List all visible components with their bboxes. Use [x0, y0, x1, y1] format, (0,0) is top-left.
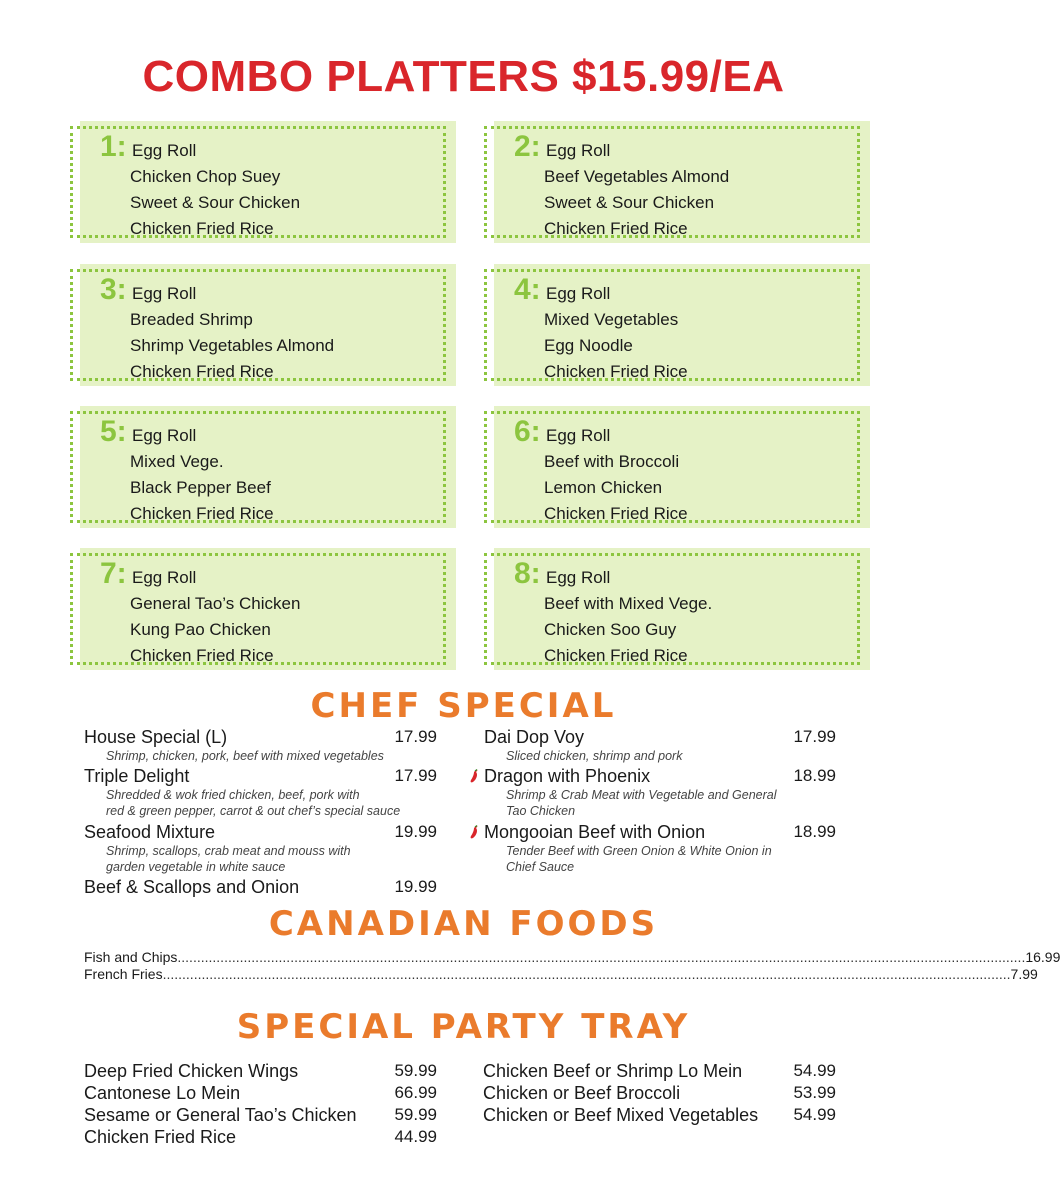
- item-name: Mongooian Beef with Onion: [484, 822, 706, 842]
- combo-number: 1:: [100, 130, 127, 163]
- item-price: 7.99: [1010, 966, 1038, 982]
- menu-item: [84, 966, 1038, 983]
- combo-item: Beef Vegetables Almond: [544, 167, 730, 186]
- item-name: French Fries: [84, 966, 163, 982]
- combo-item: Egg Roll: [132, 426, 197, 445]
- menu-item: [84, 821, 440, 875]
- chef-special-heading: CHEF SPECIAL: [310, 686, 617, 726]
- item-name: Chicken or Beef Broccoli: [483, 1083, 681, 1103]
- item-description: Tao Chicken: [506, 804, 576, 818]
- combo-item: Chicken Fried Rice: [130, 219, 274, 238]
- menu-item: [484, 821, 836, 875]
- chili-pepper-icon: [470, 769, 479, 783]
- combo-item: Beef with Mixed Vege.: [544, 594, 713, 613]
- chili-pepper-icon: [470, 825, 479, 839]
- menu-item: [483, 1060, 836, 1082]
- combo-item: Shrimp Vegetables Almond: [130, 336, 335, 355]
- menu-item: [84, 1060, 437, 1082]
- item-description: Shrimp, scallops, crab meat and mouss with: [106, 844, 351, 858]
- combo-item: Mixed Vegetables: [544, 310, 679, 329]
- menu-item: [84, 1126, 437, 1148]
- combo-item: Beef with Broccoli: [544, 452, 680, 471]
- combo-box-1: [70, 126, 446, 238]
- combo-item: Egg Roll: [132, 284, 197, 303]
- combo-number: 3:: [100, 273, 127, 306]
- item-price: 16.99: [1025, 949, 1060, 965]
- item-price: 54.99: [793, 1105, 836, 1124]
- item-description: Shrimp & Crab Meat with Vegetable and General: [506, 788, 777, 802]
- combo-item: Sweet & Sour Chicken: [544, 193, 715, 212]
- combo-item: Chicken Chop Suey: [130, 167, 281, 186]
- item-name: Triple Delight: [84, 766, 190, 786]
- menu-item: [84, 1104, 437, 1126]
- combo-box-6: [484, 411, 860, 523]
- item-description: Chief Sauce: [506, 860, 575, 874]
- combo-item: Mixed Vege.: [130, 452, 224, 471]
- item-name: Dai Dop Voy: [484, 727, 585, 747]
- item-description: red & green pepper, carrot & out chef’s special sauce: [106, 804, 401, 818]
- combo-item: Kung Pao Chicken: [130, 620, 271, 639]
- combo-number: 2:: [514, 130, 541, 163]
- combo-item: Chicken Fried Rice: [544, 646, 688, 665]
- page-title: COMBO PLATTERS $15.99/EA: [142, 52, 785, 101]
- menu-item: [84, 726, 440, 764]
- combo-item: Egg Roll: [546, 284, 611, 303]
- combo-number: 5:: [100, 415, 127, 448]
- item-description: Shredded & wok fried chicken, beef, pork with: [106, 788, 360, 802]
- combo-box-4: [484, 269, 860, 381]
- item-price: 54.99: [793, 1061, 836, 1080]
- combo-number: 7:: [100, 557, 127, 590]
- item-price: 19.99: [394, 822, 437, 841]
- combo-box-8: [484, 553, 860, 665]
- item-name: Sesame or General Tao’s Chicken: [84, 1105, 357, 1125]
- item-name: Chicken or Beef Mixed Vegetables: [483, 1105, 759, 1125]
- item-name: Deep Fried Chicken Wings: [84, 1061, 299, 1081]
- menu-item: [84, 765, 440, 819]
- item-price: 66.99: [394, 1083, 437, 1102]
- combo-item: Egg Roll: [132, 568, 197, 587]
- combo-item: Chicken Fried Rice: [544, 219, 688, 238]
- item-name: Cantonese Lo Mein: [84, 1083, 241, 1103]
- menu-item: [483, 1082, 836, 1104]
- item-price: 17.99: [394, 766, 437, 785]
- item-description: Sliced chicken, shrimp and pork: [506, 749, 683, 763]
- combo-box-2: [484, 126, 860, 238]
- menu-item: [483, 1104, 836, 1126]
- canadian-foods-heading: CANADIAN FOODS: [268, 904, 659, 944]
- item-description: Tender Beef with Green Onion & White Onion in: [506, 844, 772, 858]
- item-price: 53.99: [793, 1083, 836, 1102]
- party-tray-heading: SPECIAL PARTY TRAY: [236, 1007, 691, 1047]
- combo-item: Black Pepper Beef: [130, 478, 271, 497]
- combo-number: 8:: [514, 557, 541, 590]
- menu-item: [484, 765, 836, 819]
- combo-box-5: [70, 411, 446, 523]
- item-description: Shrimp, chicken, pork, beef with mixed vegetables: [106, 749, 384, 763]
- menu-item: [84, 949, 1060, 966]
- menu-item: [84, 1082, 437, 1104]
- item-name: Fish and Chips: [84, 949, 178, 965]
- dot-leader: ..........................................................................................................................................................................................................................: [162, 966, 1011, 982]
- item-name: House Special (L): [84, 727, 228, 747]
- dot-leader: ..........................................................................................................................................................................................................................: [177, 949, 1026, 965]
- item-name: Chicken Fried Rice: [84, 1127, 237, 1147]
- combo-item: Chicken Fried Rice: [130, 362, 274, 381]
- item-price: 18.99: [793, 766, 836, 785]
- combo-number: 4:: [514, 273, 541, 306]
- combo-box-7: [70, 553, 446, 665]
- combo-item: Lemon Chicken: [544, 478, 663, 497]
- combo-box-3: [70, 269, 446, 381]
- item-name: Seafood Mixture: [84, 822, 216, 842]
- item-price: 17.99: [793, 727, 836, 746]
- combo-item: Egg Roll: [546, 568, 611, 587]
- item-price: 17.99: [394, 727, 437, 746]
- combo-item: Chicken Fried Rice: [544, 362, 688, 381]
- item-price: 18.99: [793, 822, 836, 841]
- item-price: 44.99: [394, 1127, 437, 1146]
- item-price: 59.99: [394, 1061, 437, 1080]
- item-name: Chicken Beef or Shrimp Lo Mein: [483, 1061, 743, 1081]
- combo-item: Chicken Soo Guy: [544, 620, 677, 639]
- combo-number: 6:: [514, 415, 541, 448]
- menu-item: [84, 876, 440, 898]
- combo-item: Egg Roll: [546, 141, 611, 160]
- item-description: garden vegetable in white sauce: [106, 860, 286, 874]
- combo-item: General Tao’s Chicken: [130, 594, 301, 613]
- menu-item: [484, 726, 836, 764]
- item-price: 19.99: [394, 877, 437, 896]
- combo-item: Egg Noodle: [544, 336, 633, 355]
- item-price: 59.99: [394, 1105, 437, 1124]
- combo-item: Chicken Fried Rice: [130, 646, 274, 665]
- item-name: Beef & Scallops and Onion: [84, 877, 300, 897]
- combo-item: Egg Roll: [132, 141, 197, 160]
- combo-item: Sweet & Sour Chicken: [130, 193, 301, 212]
- item-name: Dragon with Phoenix: [484, 766, 651, 786]
- combo-item: Chicken Fried Rice: [130, 504, 274, 523]
- combo-item: Chicken Fried Rice: [544, 504, 688, 523]
- combo-item: Egg Roll: [546, 426, 611, 445]
- combo-item: Breaded Shrimp: [130, 310, 253, 329]
